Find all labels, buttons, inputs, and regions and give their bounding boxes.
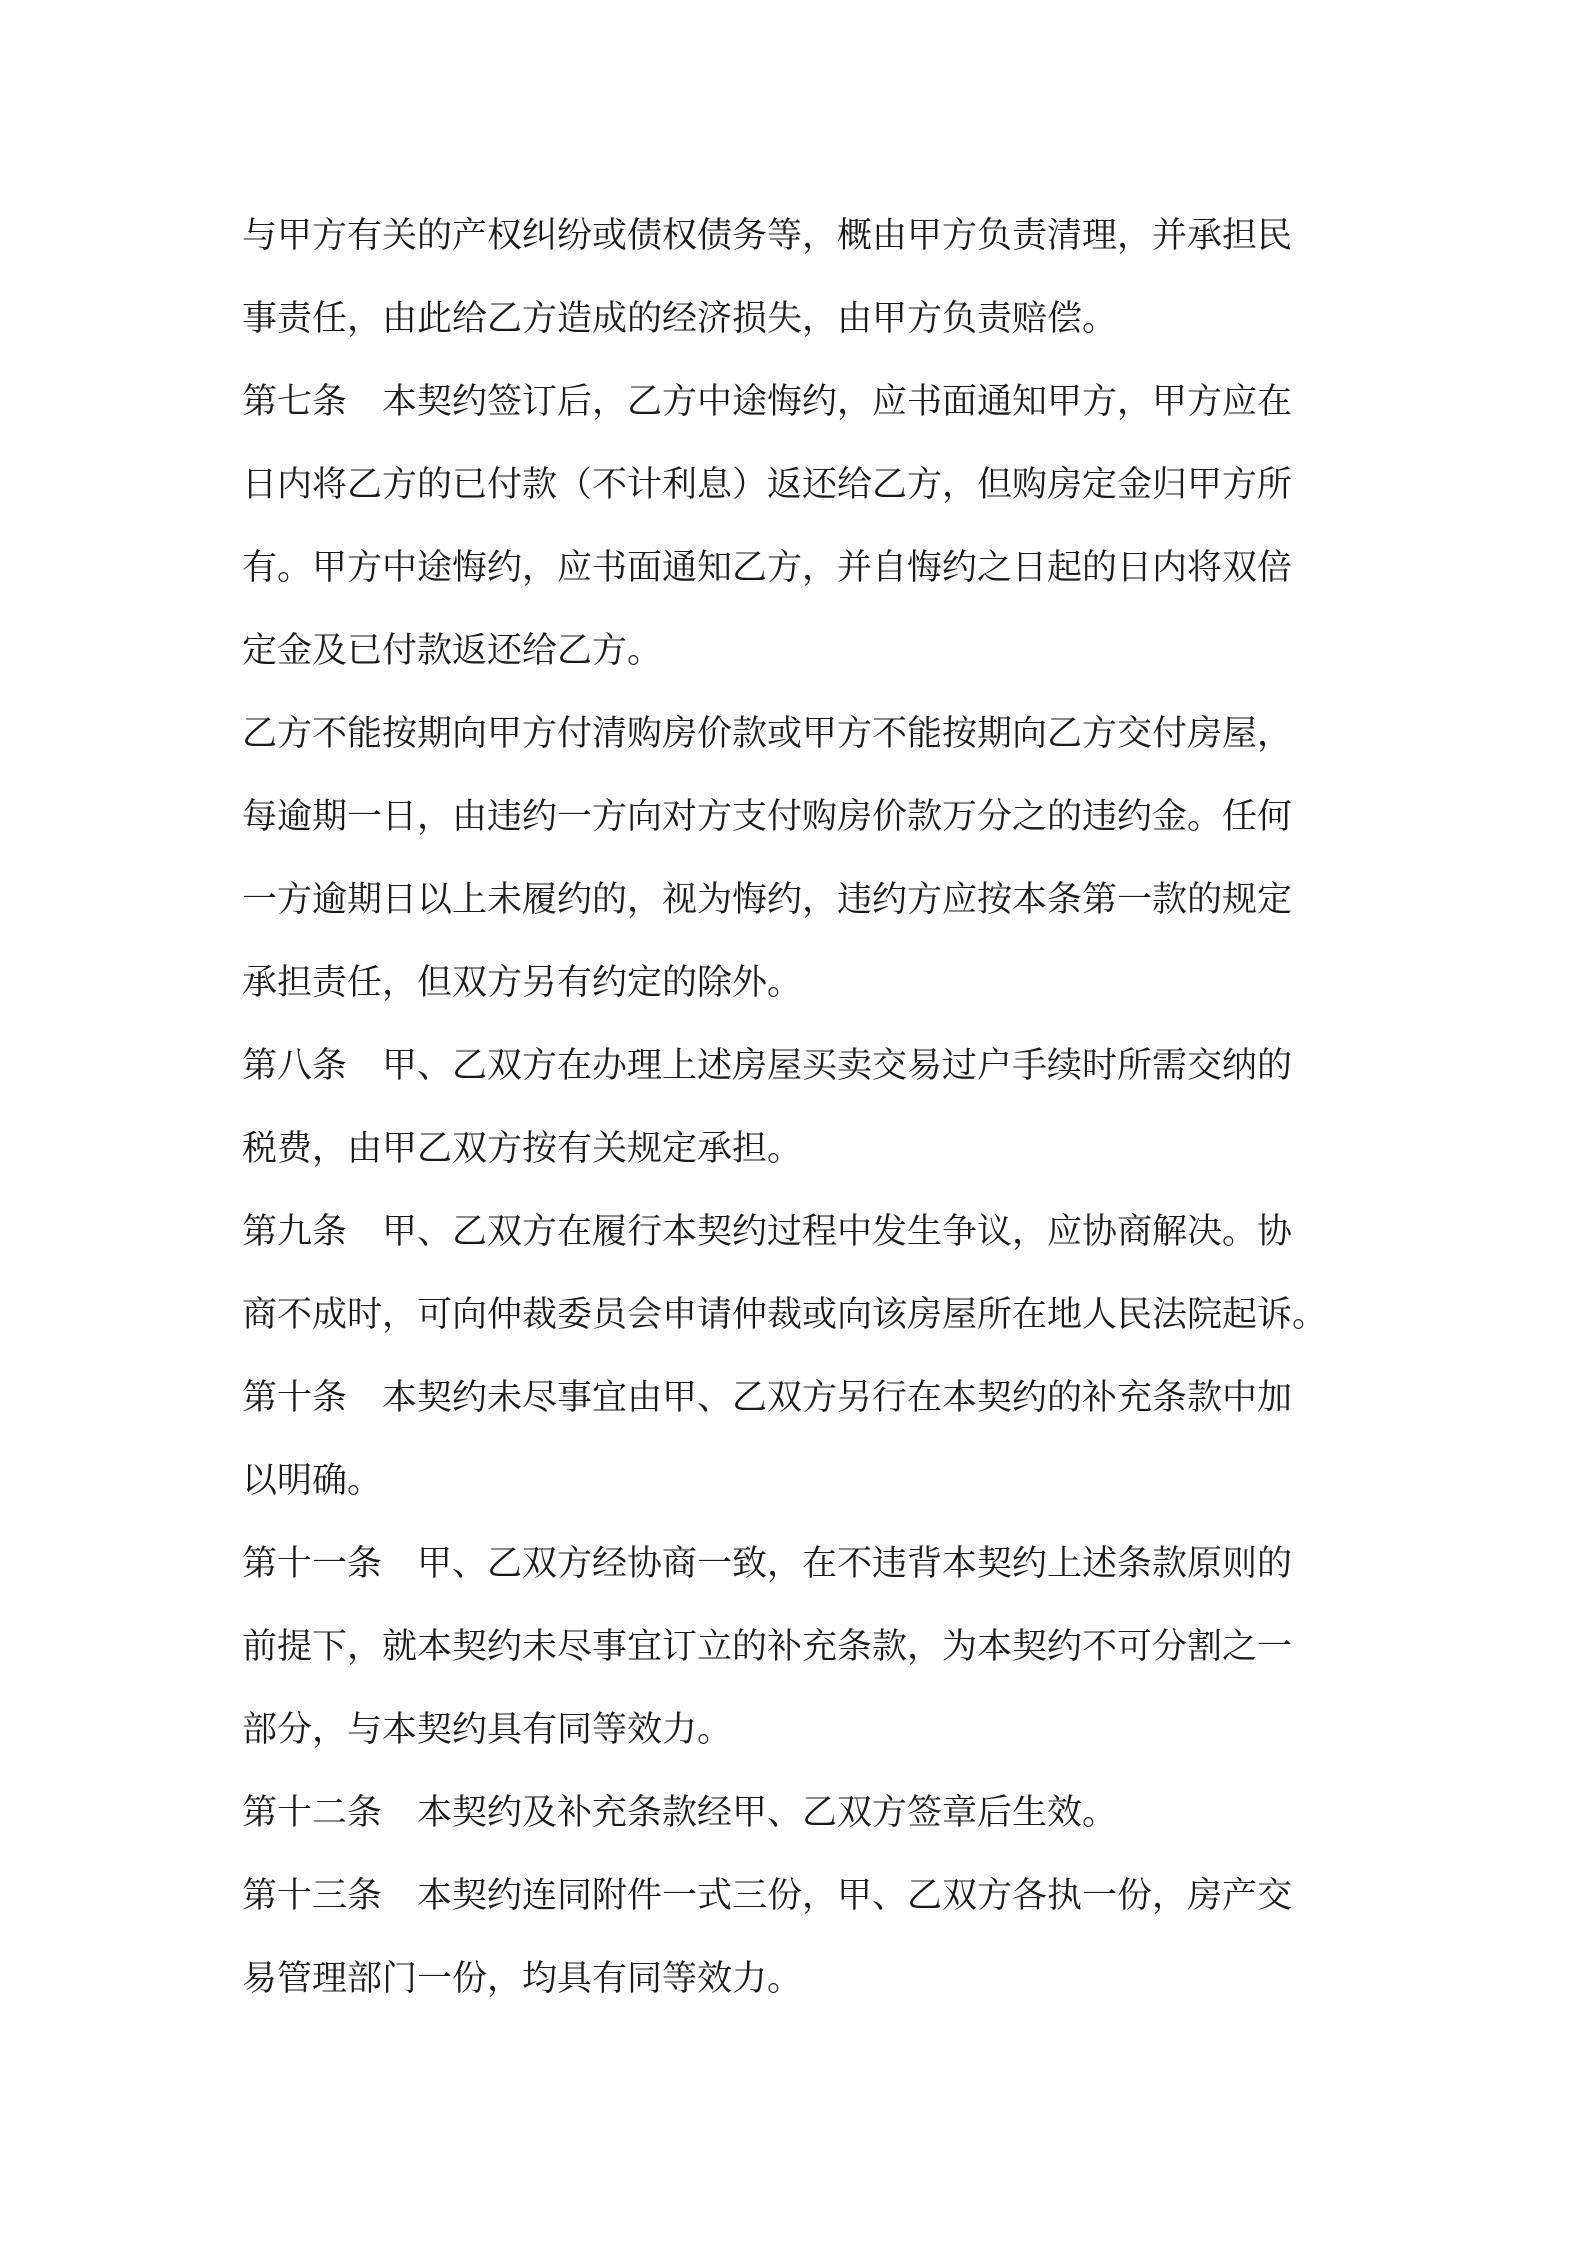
paragraph-continuation (242, 195, 1372, 361)
article-8 (242, 1025, 1372, 1191)
text-line: 第八条 甲、乙双方在办理上述房屋买卖交易过户手续时所需交纳的 (242, 1046, 1293, 1086)
text-line: 事责任，由此给乙方造成的经济损失，由甲方负责赔偿。 (242, 299, 1118, 339)
text-line: 有。甲方中途悔约，应书面通知乙方，并自悔约之日起的日内将双倍 (242, 548, 1293, 588)
text-line: 前提下，就本契约未尽事宜订立的补充条款，为本契约不可分割之一 (242, 1627, 1293, 1667)
article-11 (242, 1523, 1372, 1772)
text-line: 易管理部门一份，均具有同等效力。 (242, 1959, 803, 1999)
text-line: 以明确。 (242, 1461, 383, 1501)
article-7 (242, 361, 1372, 693)
text-line: 第七条 本契约签订后，乙方中途悔约，应书面通知甲方，甲方应在 (242, 382, 1293, 422)
text-line: 承担责任，但双方另有约定的除外。 (242, 963, 803, 1003)
text-line: 税费，由甲乙双方按有关规定承担。 (242, 1129, 803, 1169)
text-line: 第十一条 甲、乙双方经协商一致，在不违背本契约上述条款原则的 (242, 1544, 1293, 1584)
document-body (242, 195, 1372, 2021)
text-line: 第十三条 本契约连同附件一式三份，甲、乙双方各执一份，房产交 (242, 1876, 1293, 1916)
text-line: 商不成时，可向仲裁委员会申请仲裁或向该房屋所在地人民法院起诉。 (242, 1295, 1328, 1335)
text-line: 乙方不能按期向甲方付清购房价款或甲方不能按期向乙方交付房屋， (242, 714, 1293, 754)
text-line: 第九条 甲、乙双方在履行本契约过程中发生争议，应协商解决。协 (242, 1212, 1293, 1252)
article-9 (242, 1191, 1372, 1357)
article-10 (242, 1357, 1372, 1523)
text-line: 第十二条 本契约及补充条款经甲、乙双方签章后生效。 (242, 1793, 1118, 1833)
text-line: 与甲方有关的产权纠纷或债权债务等，概由甲方负责清理，并承担民 (242, 216, 1293, 256)
article-7-clause-2 (242, 693, 1372, 1025)
article-13 (242, 1855, 1372, 2021)
text-line: 每逾期一日，由违约一方向对方支付购房价款万分之的违约金。任何 (242, 797, 1293, 837)
article-12 (242, 1772, 1372, 1855)
text-line: 日内将乙方的已付款（不计利息）返还给乙方，但购房定金归甲方所 (242, 465, 1293, 505)
text-line: 定金及已付款返还给乙方。 (242, 631, 663, 671)
text-line: 一方逾期日以上未履约的，视为悔约，违约方应按本条第一款的规定 (242, 880, 1293, 920)
text-line: 部分，与本契约具有同等效力。 (242, 1710, 733, 1750)
text-line: 第十条 本契约未尽事宜由甲、乙双方另行在本契约的补充条款中加 (242, 1378, 1293, 1418)
